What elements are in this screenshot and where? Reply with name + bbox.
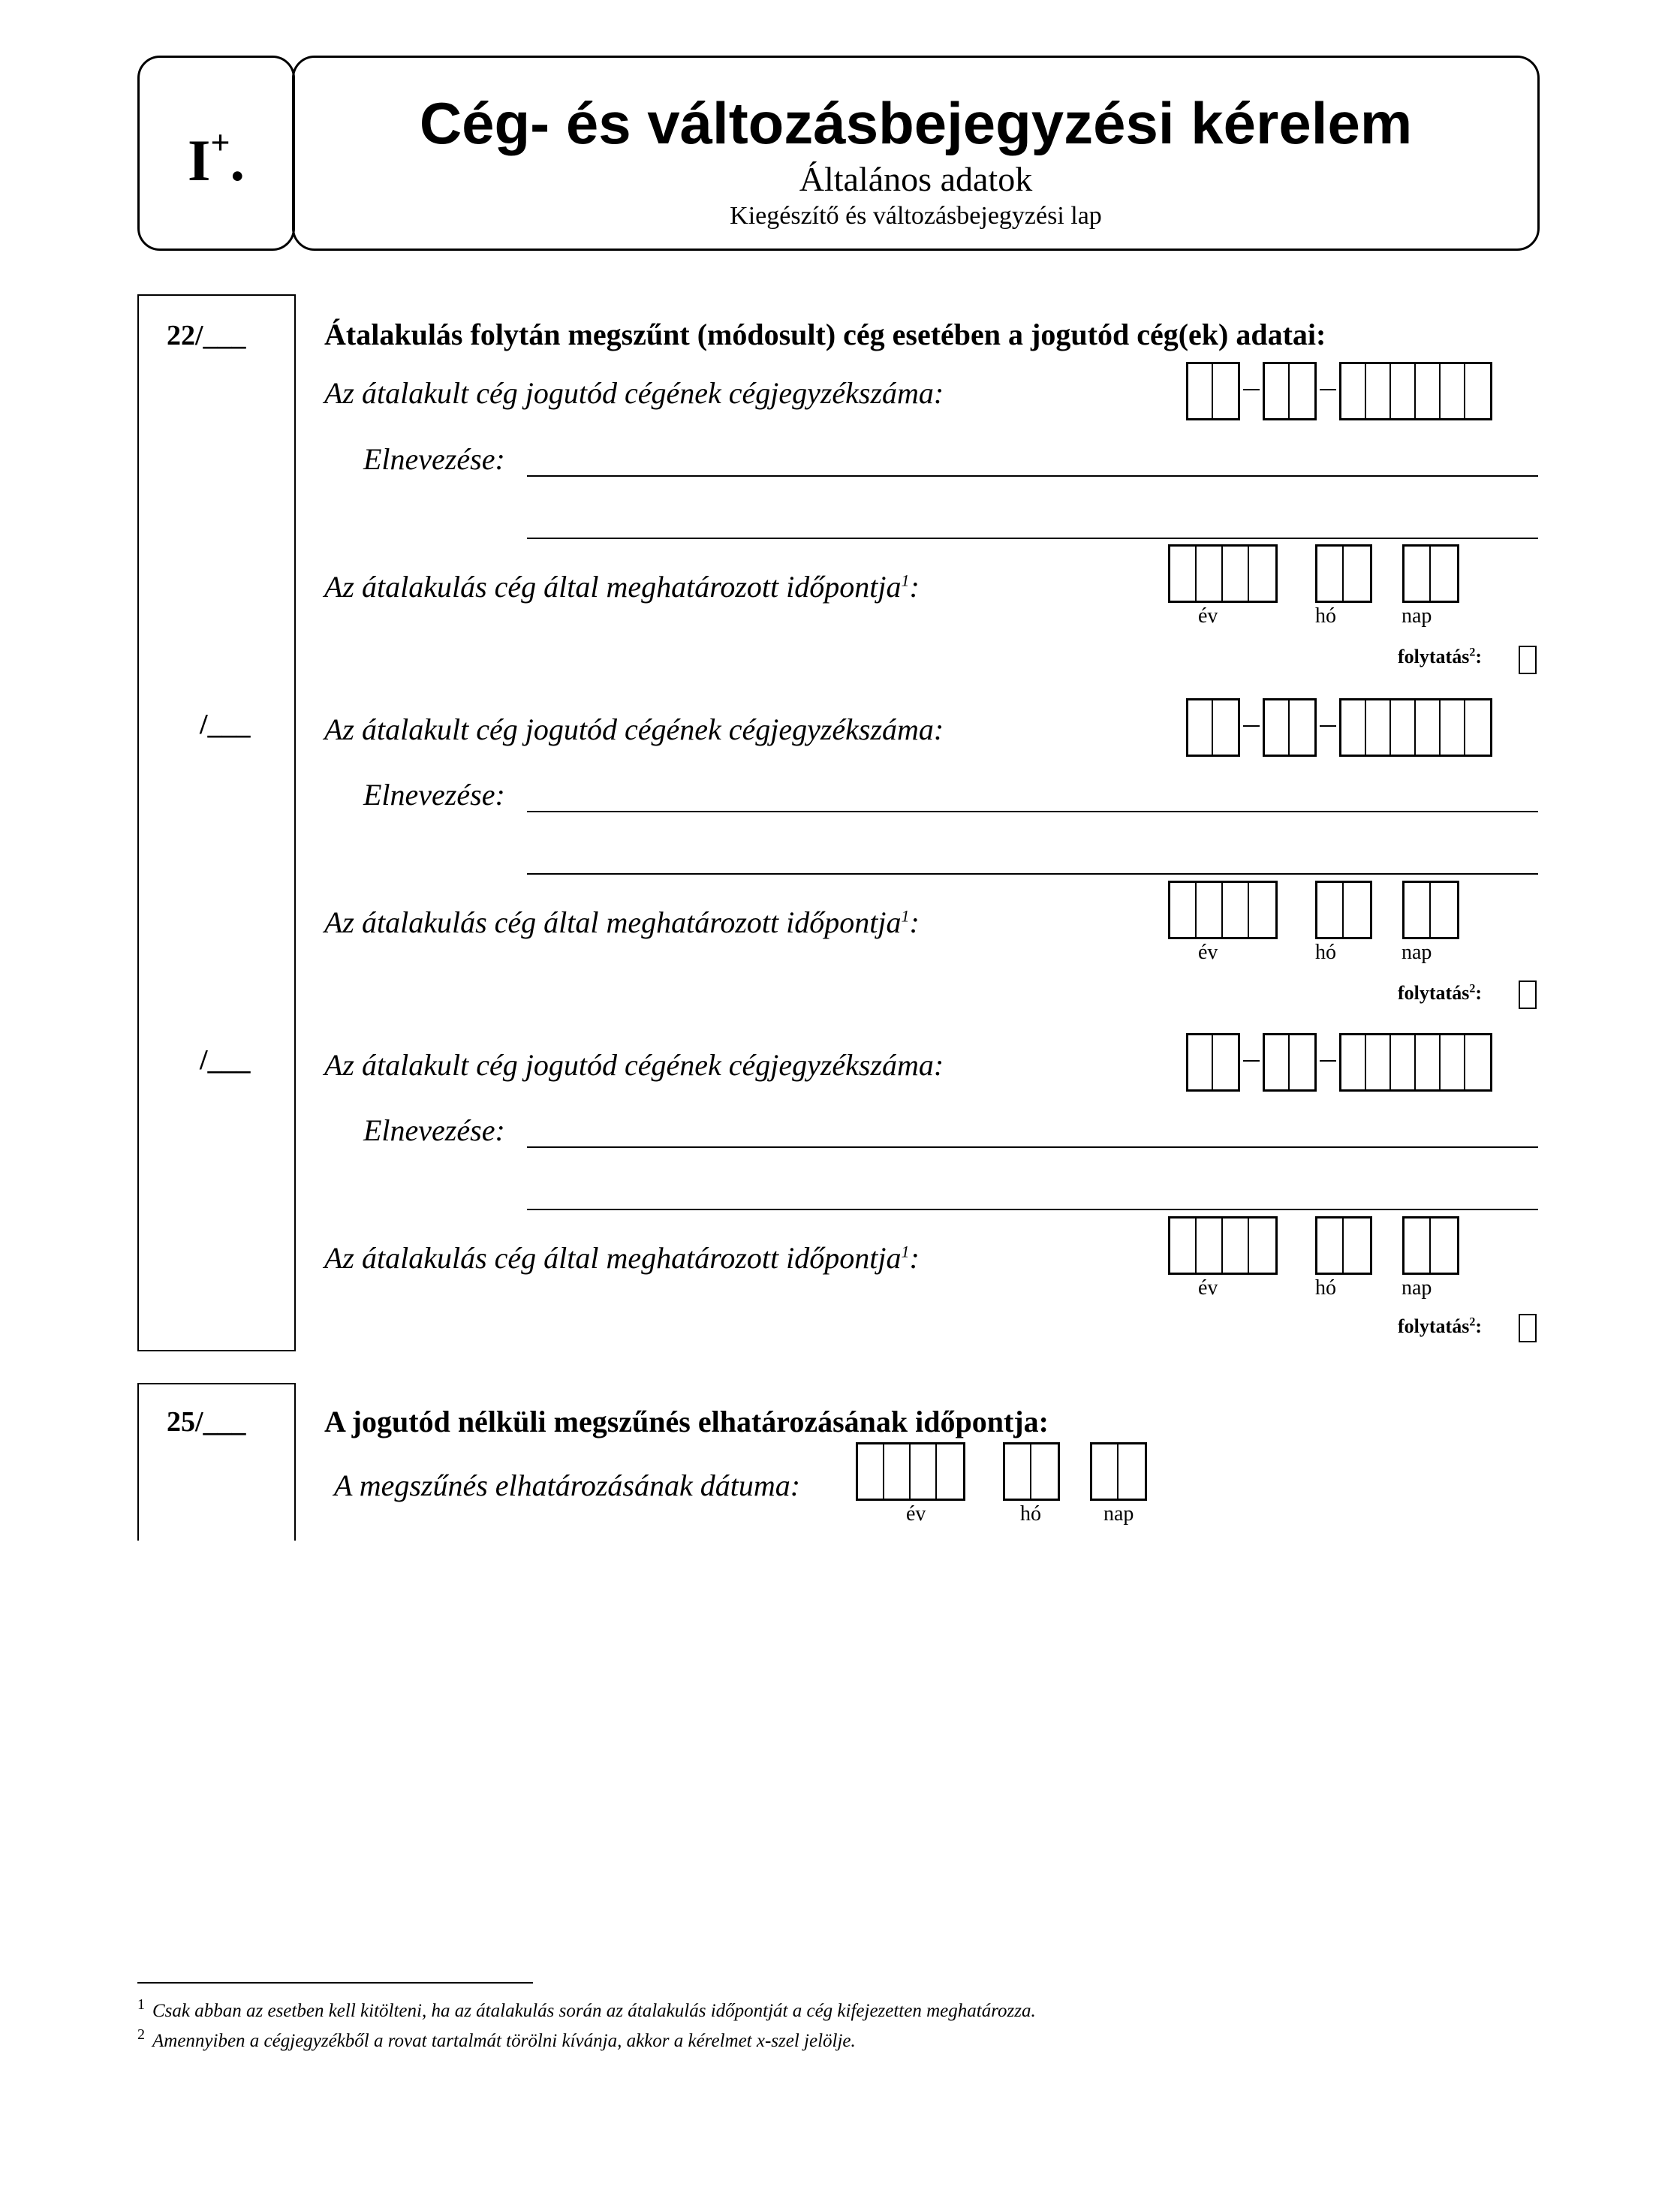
form-code-box (137, 56, 295, 251)
month-label: hó (1315, 1276, 1336, 1300)
company-name-label-3: Elnevezése: (363, 1113, 505, 1147)
company-name-line-3a[interactable] (527, 1146, 1538, 1148)
day-label: nap (1402, 1276, 1432, 1300)
continuation-label-3: folytatás$^2$: (1398, 1315, 1482, 1337)
continuation-checkbox-2[interactable] (1519, 981, 1537, 1009)
company-name-line-1b[interactable] (527, 538, 1538, 539)
month-label: hó (1315, 941, 1336, 964)
footnote-separator (137, 1982, 533, 1984)
month-label: hó (1315, 604, 1336, 628)
company-name-line-1a[interactable] (527, 475, 1538, 477)
section-22-number-column (137, 294, 296, 1351)
registry-number-input-1[interactable] (1186, 362, 1492, 420)
company-name-line-3b[interactable] (527, 1209, 1538, 1210)
page-subtitle-secondary: Kiegészítő és változásbejegyzési lap (730, 202, 1102, 230)
registry-number-label-1: Az átalakult cég jogutód cégének cégjegyzékszáma: (324, 376, 944, 410)
company-name-line-2a[interactable] (527, 811, 1538, 812)
day-label: nap (1402, 604, 1432, 628)
continuation-label-1: folytatás$^2$: (1398, 646, 1482, 667)
continuation-checkbox-1[interactable] (1519, 646, 1537, 674)
transformation-date-label-3: Az átalakulás cég által meghatározott időpontja$^1$: (324, 1241, 920, 1275)
continuation-checkbox-3[interactable] (1519, 1314, 1537, 1342)
month-label: hó (1020, 1502, 1041, 1526)
company-name-label-1: Elnevezése: (363, 442, 505, 476)
registry-number-label-2: Az átalakult cég jogutód cégének cégjegyzékszáma: (324, 712, 944, 746)
year-label: év (1198, 941, 1218, 964)
continuation-label-2: folytatás$^2$: (1398, 982, 1482, 1004)
day-label: nap (1103, 1502, 1134, 1526)
day-label: nap (1402, 941, 1432, 964)
section-25-heading: A jogutód nélküli megszűnés elhatározásának időpontja: (324, 1405, 1049, 1438)
registry-number-label-3: Az átalakult cég jogutód cégének cégjegyzékszáma: (324, 1048, 944, 1082)
title-box (292, 56, 1540, 251)
registry-number-input-2[interactable] (1186, 698, 1492, 757)
footnote-1: $^1$ Csak abban az esetben kell kitölteni, ha az átalakulás során az átalakulás időpontját a cég kifejezetten meghatározza. (137, 1996, 1036, 2021)
transformation-date-label-1: Az átalakulás cég által meghatározott időpontja$^1$: (324, 570, 920, 604)
registry-number-input-3[interactable] (1186, 1033, 1492, 1092)
footnote-2: $^2$ Amennyiben a cégjegyzékből a rovat tartalmát törölni kívánja, akkor a kérelmet x-szel jelölje. (137, 2026, 856, 2051)
company-name-label-2: Elnevezése: (363, 778, 505, 812)
section-25-number: 25/___ (167, 1406, 246, 1438)
form-code: I+. (187, 123, 245, 193)
company-name-line-2b[interactable] (527, 873, 1538, 875)
section-22-heading: Átalakulás folytán megszűnt (módosult) cég esetében a jogutód cég(ek) adatai: (324, 318, 1326, 351)
section-22-subnumber-3: /___ (200, 1044, 251, 1076)
page-subtitle: Általános adatok (799, 160, 1033, 198)
section-22-number: 22/___ (167, 320, 246, 351)
year-label: év (906, 1502, 926, 1526)
section-22-subnumber-2: /___ (200, 709, 251, 740)
dissolution-date-label: A megszűnés elhatározásának dátuma: (334, 1469, 801, 1502)
year-label: év (1198, 1276, 1218, 1300)
page-title: Cég- és változásbejegyzési kérelem (419, 90, 1413, 156)
year-label: év (1198, 604, 1218, 628)
transformation-date-label-2: Az átalakulás cég által meghatározott időpontja$^1$: (324, 905, 920, 939)
